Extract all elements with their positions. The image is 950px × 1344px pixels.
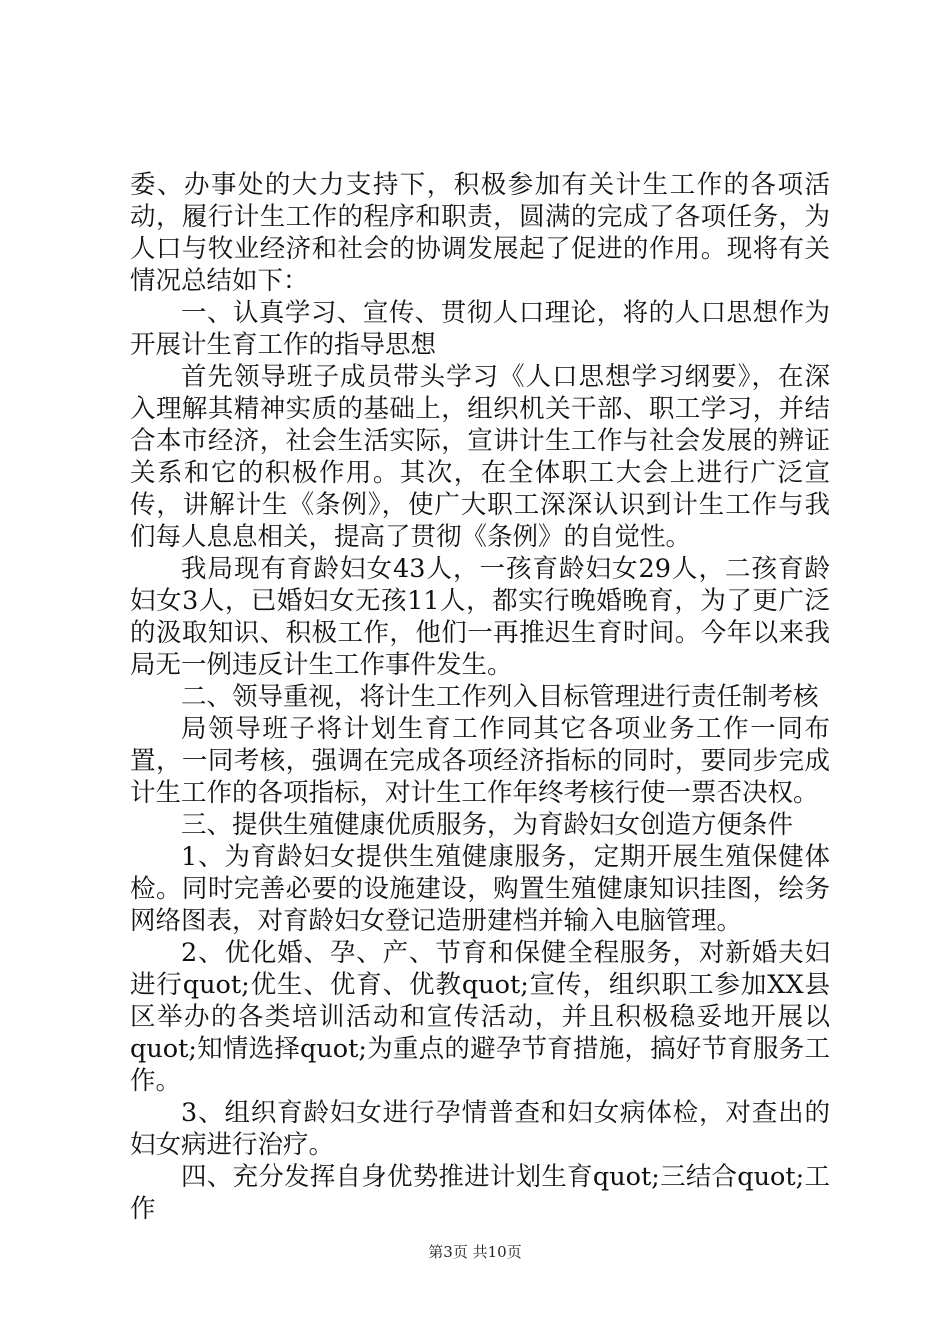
page-footer: 第3页 共10页: [428, 1243, 522, 1261]
section-heading-3: 三、提供生殖健康优质服务，为育龄妇女创造方便条件: [181, 810, 794, 840]
paragraph-item-3: 3、组织育龄妇女进行孕情普查和妇女病体检，对查出的妇女病进行治疗。: [130, 1098, 830, 1160]
paragraph-item-1: 1、为育龄妇女提供生殖健康服务，定期开展生殖保健体检。同时完善必要的设施建设，购置生殖健康知识挂图，绘务网络图表，对育龄妇女登记造册建档并输入电脑管理。: [130, 842, 830, 936]
section-heading-2: 二、领导重视，将计生工作列入目标管理进行责任制考核: [181, 682, 819, 712]
paragraph-study: 首先领导班子成员带头学习《人口思想学习纲要》，在深入理解其精神实质的基础上，组织机关干部、职工学习，并结合本市经济，社会生活实际，宣讲计生工作与社会发展的辨证关系和它的积极作用。其次，在全体职工大会上进行广泛宣传，讲解计生《条例》，使广大职工深深认识到计生工作与我们每人息息相关，提高了贯彻《条例》的自觉性。: [130, 362, 830, 552]
section-heading-4: 四、充分发挥自身优势推进计划生育quot;三结合quot;工作: [130, 1162, 830, 1224]
paragraph-leadership: 局领导班子将计划生育工作同其它各项业务工作一同布置，一同考核，强调在完成各项经济指标的同时，要同步完成计生工作的各项指标，对计生工作年终考核行使一票否决权。: [130, 714, 830, 808]
paragraph-item-2: 2、优化婚、孕、产、节育和保健全程服务，对新婚夫妇进行quot;优生、优育、优教quot;宣传，组织职工参加XX县区举办的各类培训活动和宣传活动，并且积极稳妥地开展以quot;知情选择quot;为重点的避孕节育措施，搞好节育服务工作。: [130, 938, 830, 1096]
paragraph-intro-continued: 委、办事处的大力支持下，积极参加有关计生工作的各项活动，履行计生工作的程序和职责，圆满的完成了各项任务，为人口与牧业经济和社会的协调发展起了促进的作用。现将有关情况总结如下：: [130, 170, 830, 296]
section-heading-1: 一、认真学习、宣传、贯彻人口理论，将的人口思想作为开展计生育工作的指导思想: [130, 298, 830, 360]
document-body: [130, 169, 830, 1225]
paragraph-statistics: 我局现有育龄妇女43人，一孩育龄妇女29人，二孩育龄妇女3人，已婚妇女无孩11人，都实行晚婚晚育，为了更广泛的汲取知识、积极工作，他们一再推迟生育时间。今年以来我局无一例违反计生工作事件发生。: [130, 554, 830, 680]
